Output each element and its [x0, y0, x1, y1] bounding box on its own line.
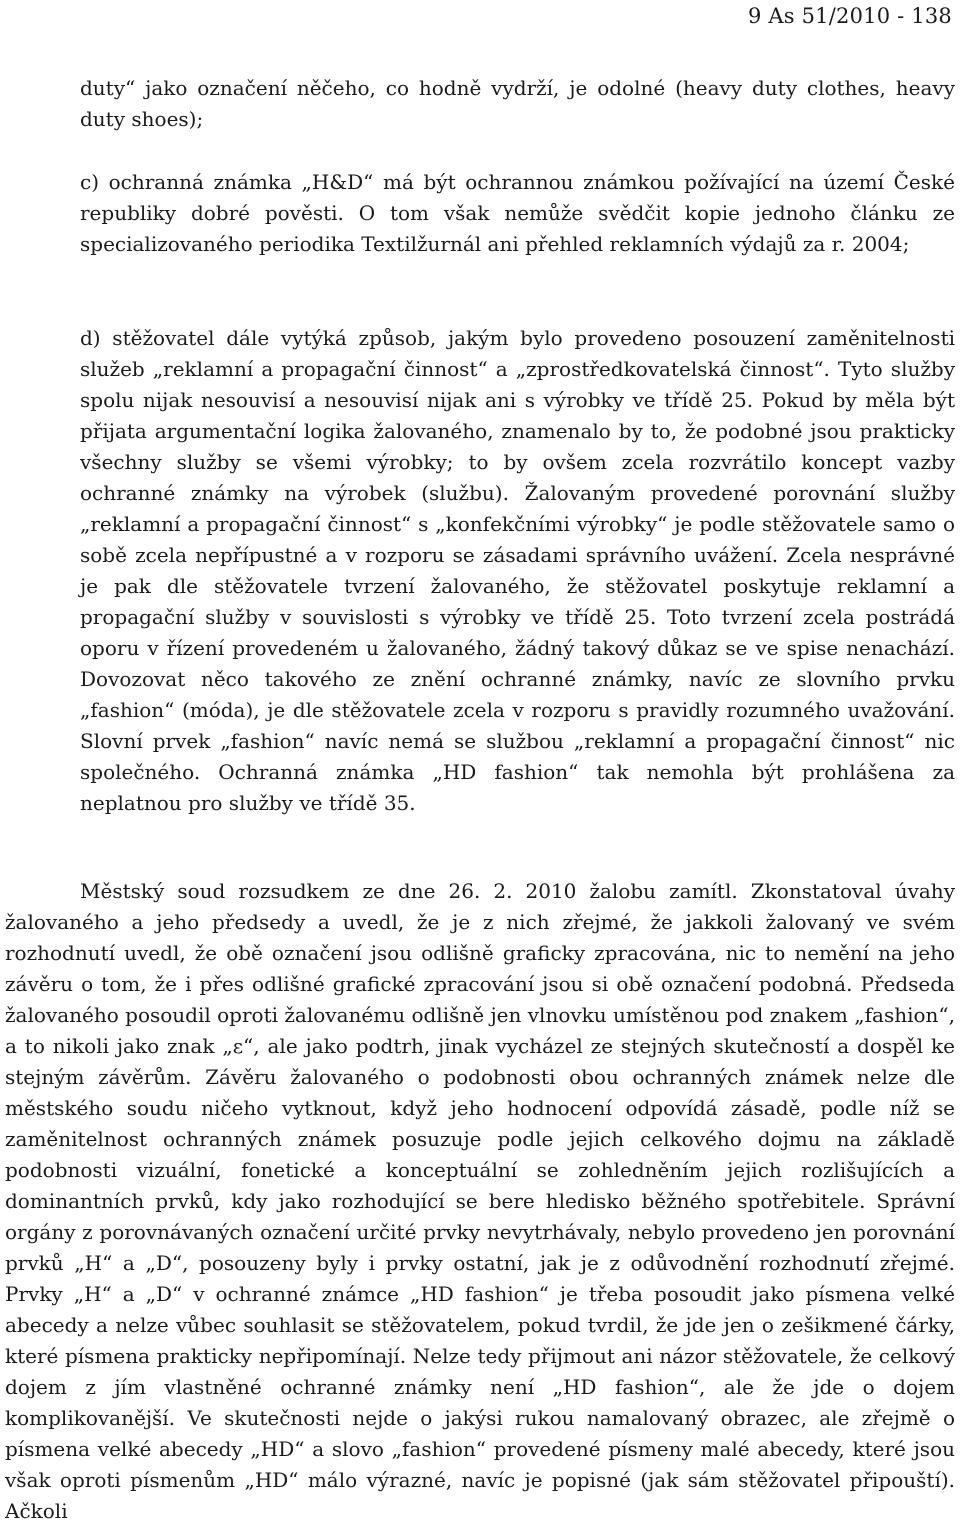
list-item-c [80, 167, 955, 260]
case-number: 9 As 51/2010 - 138 [747, 4, 952, 28]
item-d-text: d) stěžovatel dále vytýká způsob, jakým bylo provedeno posouzení zaměnitelnosti služeb „reklamní a propagační činnost“ a „zprostředkovatelská činnost“. Tyto služby spolu nijak nesouvisí a nesouvisí nijak ani s výrobky ve třídě 25. Pokud by měla být přijata argumentační logika žalovaného, znamenalo by to, že podobné jsou prakticky všechny služby se všemi výrobky; to by ovšem zcela rozvrátilo koncept vazby ochranné známky na výrobek (službu). Žalovaným provedené porovnání služby „reklamní a propagační činnost“ s „konfekčními výrobky“ je podle stěžovatele samo o sobě zcela nepřípustné a v rozporu se zásadami správního uvážení. Zcela nesprávné je pak dle stěžovatele tvrzení žalovaného, že stěžovatel poskytuje reklamní a propagační služby v souvislosti s výrobky ve třídě 25. Toto tvrzení zcela postrádá oporu v řízení provedeném u žalovaného, žádný takový důkaz se ve spise nenachází. Dovozovat něco takového ze znění ochranné známky, navíc ze slovního prvku „fashion“ (móda), je dle stěžovatele zcela v rozporu s pravidly rozumného uvažování. Slovní prvek „fashion“ navíc nemá se službou „reklamní a propagační činnost“ nic společného. Ochranná známka „HD fashion“ tak nemohla být prohlášena za neplatnou pro služby ve třídě 35. [80, 326, 955, 815]
body-paragraph [5, 876, 955, 1527]
item-c-text: c) ochranná známka „H&D“ má být ochrannou známkou požívající na území České republiky dobré pověsti. O tom však nemůže svědčit kopie jednoho článku ze specializovaného periodika Textilžurnál ani přehled reklamních výdajů za r. 2004; [80, 170, 955, 256]
continuation-text: duty“ jako označení něčeho, co hodně vydrží, je odolné (heavy duty clothes, heavy duty shoes); [80, 76, 955, 131]
paragraph-text: Městský soud rozsudkem ze dne 26. 2. 2010 žalobu zamítl. Zkonstatoval úvahy žalovaného a jeho předsedy a uvedl, že je z nich zřejmé, že jakkoli žalovaný ve svém rozhodnutí uvedl, že obě označení jsou odlišně graficky zpracována, nic to nemění na jeho závěru o tom, že i přes odlišné grafické zpracování jsou si obě označení podobná. Předseda žalovaného posoudil oproti žalovanému odlišně jen vlnovku umístěnou pod znakem „fashion“, a to nikoli jako znak „ε“, ale jako podtrh, jinak vycházel ze stejných skutečností a dospěl ke stejným závěrům. Závěru žalovaného o podobnosti obou ochranných známek nelze dle městského soudu ničeho vytknout, když jeho hodnocení odpovídá zásadě, podle níž se zaměnitelnost ochranných známek posuzuje podle jejich celkového dojmu na základě podobnosti vizuální, fonetické a konceptuální se zohledněním jejich rozlišujících a dominantních prvků, kdy jako rozhodující se bere hledisko běžného spotřebitele. Správní orgány z porovnávaných označení určité prvky nevytrhávaly, nebylo provedeno jen porovnání prvků „H“ a „D“, posouzeny byly i prvky ostatní, jak je z odůvodnění rozhodnutí zřejmé. Prvky „H“ a „D“ v ochranné známce „HD fashion“ je třeba posoudit jako písmena velké abecedy a nelze vůbec souhlasit se stěžovatelem, pokud tvrdil, že jde jen o zešikmené čárky, které písmena prakticky nepřipomínají. Nelze tedy přijmout ani názor stěžovatele, že celkový dojem z jím vlastněné ochranné známky není „HD fashion“, ale že jde o dojem komplikovanější. Ve skutečnosti nejde o jakýsi rukou namalovaný obrazec, ale zřejmě o písmena velké abecedy „HD“ a slovo „fashion“ provedené písmeny malé abecedy, které jsou však oproti písmenům „HD“ málo výrazné, navíc je popisné (jak sám stěžovatel připouští). Ačkoli [5, 879, 955, 1523]
list-item-continuation [80, 73, 955, 135]
list-item-d [80, 323, 955, 819]
